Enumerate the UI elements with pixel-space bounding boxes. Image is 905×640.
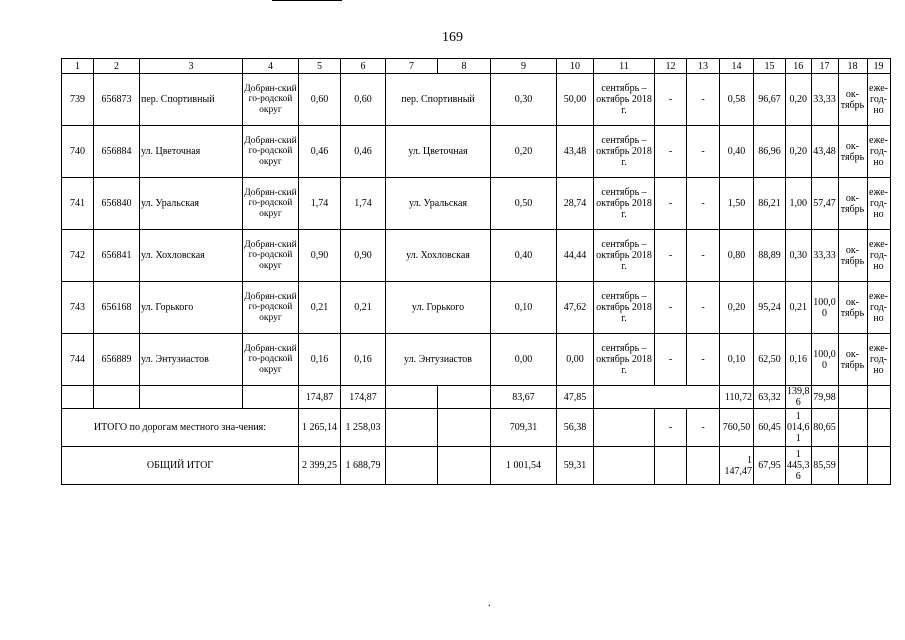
value-cell: 85,59 — [811, 447, 838, 485]
empty-cell — [386, 447, 438, 485]
month-cell: ок-тябрь — [838, 282, 867, 334]
period-cell: сентябрь – октябрь 2018 г. — [594, 334, 655, 386]
section-name: ул. Энтузиастов — [386, 334, 491, 386]
value-cell: - — [655, 178, 687, 230]
district-name: Добрян-ский го-родской округ — [243, 126, 299, 178]
empty-cell — [838, 386, 867, 409]
frequency-cell: еже-год-но — [867, 334, 890, 386]
value-cell: 0,90 — [341, 230, 386, 282]
value-cell: 44,44 — [557, 230, 594, 282]
value-cell: 95,24 — [754, 282, 786, 334]
road-code: 656873 — [94, 74, 140, 126]
empty-cell — [867, 409, 890, 447]
district-name: Добрян-ский го-родской округ — [243, 334, 299, 386]
table-row — [62, 74, 891, 126]
value-cell: 1 265,14 — [299, 409, 341, 447]
header-cell: 6 — [341, 59, 386, 74]
subtotal-row — [62, 386, 891, 409]
value-cell: 0,00 — [557, 334, 594, 386]
value-cell: 33,33 — [811, 230, 838, 282]
value-cell: 100,0 0 — [811, 282, 838, 334]
frequency-cell: еже-год-но — [867, 74, 890, 126]
header-cell: 13 — [687, 59, 720, 74]
value-cell — [687, 447, 720, 485]
value-cell: 0,16 — [786, 334, 812, 386]
empty-cell — [438, 409, 491, 447]
value-cell: - — [687, 334, 720, 386]
header-cell: 14 — [720, 59, 754, 74]
empty-cell — [838, 447, 867, 485]
value-cell: 0,46 — [341, 126, 386, 178]
period-cell: сентябрь – октябрь 2018 г. — [594, 282, 655, 334]
value-cell: 28,74 — [557, 178, 594, 230]
empty-cell — [867, 447, 890, 485]
table-row — [62, 126, 891, 178]
value-cell: 1 258,03 — [341, 409, 386, 447]
table-row — [62, 334, 891, 386]
grand-total-row — [62, 447, 891, 485]
value-cell: 0,60 — [341, 74, 386, 126]
value-cell: 59,31 — [557, 447, 594, 485]
value-cell: 63,32 — [754, 386, 786, 409]
value-cell: 0,21 — [786, 282, 812, 334]
empty-cell — [594, 386, 720, 409]
header-cell: 2 — [94, 59, 140, 74]
value-cell: 0,20 — [786, 74, 812, 126]
header-cell: 12 — [655, 59, 687, 74]
value-cell: 0,80 — [720, 230, 754, 282]
value-cell: 1 001,54 — [491, 447, 557, 485]
footer-mark: . — [488, 597, 491, 609]
value-cell: 0,20 — [491, 126, 557, 178]
row-number: 741 — [62, 178, 94, 230]
value-cell: 1 147,47 — [720, 447, 754, 485]
value-cell: 0,21 — [341, 282, 386, 334]
value-cell: 1 014,6 1 — [786, 409, 812, 447]
empty-cell — [838, 409, 867, 447]
frequency-cell: еже-год-но — [867, 282, 890, 334]
value-cell: 1,00 — [786, 178, 812, 230]
row-number: 743 — [62, 282, 94, 334]
top-rule — [272, 0, 342, 1]
value-cell: 0,16 — [341, 334, 386, 386]
value-cell: 0,90 — [299, 230, 341, 282]
value-cell: 0,46 — [299, 126, 341, 178]
value-cell: - — [655, 126, 687, 178]
value-cell: 86,96 — [754, 126, 786, 178]
frequency-cell: еже-год-но — [867, 126, 890, 178]
value-cell: - — [655, 282, 687, 334]
value-cell: - — [655, 230, 687, 282]
value-cell: - — [687, 230, 720, 282]
row-number: 740 — [62, 126, 94, 178]
header-cell: 16 — [786, 59, 812, 74]
value-cell: 57,47 — [811, 178, 838, 230]
value-cell: 33,33 — [811, 74, 838, 126]
frequency-cell: еже-год-но — [867, 230, 890, 282]
road-code: 656841 — [94, 230, 140, 282]
header-cell: 7 — [386, 59, 438, 74]
period-cell: сентябрь – октябрь 2018 г. — [594, 178, 655, 230]
value-cell: 0,40 — [720, 126, 754, 178]
page-number: 169 — [442, 30, 463, 45]
value-cell: 67,95 — [754, 447, 786, 485]
value-cell: 2 399,25 — [299, 447, 341, 485]
header-row — [62, 59, 891, 74]
value-cell: 0,16 — [299, 334, 341, 386]
value-cell: 50,00 — [557, 74, 594, 126]
value-cell: 100,0 0 — [811, 334, 838, 386]
value-cell: 0,58 — [720, 74, 754, 126]
empty-cell — [438, 447, 491, 485]
value-cell: 760,50 — [720, 409, 754, 447]
value-cell: 0,20 — [786, 126, 812, 178]
value-cell: 1 688,79 — [341, 447, 386, 485]
street-name: ул. Хохловская — [140, 230, 243, 282]
value-cell: 0,40 — [491, 230, 557, 282]
value-cell: 1,50 — [720, 178, 754, 230]
value-cell: 1,74 — [299, 178, 341, 230]
value-cell: 0,30 — [491, 74, 557, 126]
empty-cell — [140, 386, 243, 409]
section-name: ул. Хохловская — [386, 230, 491, 282]
value-cell: 47,62 — [557, 282, 594, 334]
empty-cell — [386, 409, 438, 447]
row-number: 744 — [62, 334, 94, 386]
value-cell: 0,21 — [299, 282, 341, 334]
row-number: 742 — [62, 230, 94, 282]
total-local-row — [62, 409, 891, 447]
total-label: ИТОГО по дорогам местного зна-чения: — [62, 409, 299, 447]
value-cell: 0,10 — [720, 334, 754, 386]
table-row — [62, 178, 891, 230]
value-cell: - — [687, 409, 720, 447]
value-cell: 174,87 — [341, 386, 386, 409]
header-cell: 8 — [438, 59, 491, 74]
header-cell: 10 — [557, 59, 594, 74]
value-cell: 0,30 — [786, 230, 812, 282]
month-cell: ок-тябрь — [838, 334, 867, 386]
header-cell: 4 — [243, 59, 299, 74]
empty-cell — [594, 447, 655, 485]
road-code: 656840 — [94, 178, 140, 230]
value-cell: 0,10 — [491, 282, 557, 334]
total-label: ОБЩИЙ ИТОГ — [62, 447, 299, 485]
empty-cell — [243, 386, 299, 409]
value-cell: 47,85 — [557, 386, 594, 409]
header-cell: 17 — [811, 59, 838, 74]
road-code: 656884 — [94, 126, 140, 178]
value-cell: 174,87 — [299, 386, 341, 409]
section-name: ул. Горького — [386, 282, 491, 334]
empty-cell — [94, 386, 140, 409]
table-body — [62, 59, 891, 485]
empty-cell — [867, 386, 890, 409]
empty-cell — [438, 386, 491, 409]
header-cell: 1 — [62, 59, 94, 74]
period-cell: сентябрь – октябрь 2018 г. — [594, 230, 655, 282]
value-cell: 60,45 — [754, 409, 786, 447]
month-cell: ок-тябрь — [838, 178, 867, 230]
street-name: пер. Спортивный — [140, 74, 243, 126]
value-cell: 79,98 — [811, 386, 838, 409]
header-cell: 18 — [838, 59, 867, 74]
month-cell: ок-тябрь — [838, 74, 867, 126]
value-cell — [655, 447, 687, 485]
street-name: ул. Уральская — [140, 178, 243, 230]
street-name: ул. Энтузиастов — [140, 334, 243, 386]
value-cell: - — [687, 178, 720, 230]
month-cell: ок-тябрь — [838, 126, 867, 178]
period-cell: сентябрь – октябрь 2018 г. — [594, 126, 655, 178]
table-row — [62, 282, 891, 334]
empty-cell — [62, 386, 94, 409]
value-cell: 0,50 — [491, 178, 557, 230]
section-name: пер. Спортивный — [386, 74, 491, 126]
district-name: Добрян-ский го-родской округ — [243, 74, 299, 126]
value-cell: 56,38 — [557, 409, 594, 447]
value-cell: 1,74 — [341, 178, 386, 230]
value-cell: - — [655, 334, 687, 386]
value-cell: 86,21 — [754, 178, 786, 230]
value-cell: 96,67 — [754, 74, 786, 126]
header-cell: 11 — [594, 59, 655, 74]
value-cell: 139,8 6 — [787, 386, 810, 408]
value-cell: - — [655, 409, 687, 447]
value-cell: - — [655, 74, 687, 126]
row-number: 739 — [62, 74, 94, 126]
value-cell: 43,48 — [557, 126, 594, 178]
empty-cell — [386, 386, 438, 409]
road-code: 656889 — [94, 334, 140, 386]
roads-table — [61, 58, 891, 485]
value-cell: - — [687, 126, 720, 178]
value-cell: 1 445,3 6 — [786, 447, 812, 485]
section-name: ул. Цветочная — [386, 126, 491, 178]
header-cell: 3 — [140, 59, 243, 74]
district-name: Добрян-ский го-родской округ — [243, 282, 299, 334]
value-cell: 0,60 — [299, 74, 341, 126]
district-name: Добрян-ский го-родской округ — [243, 230, 299, 282]
period-cell: сентябрь – октябрь 2018 г. — [594, 74, 655, 126]
value-cell: 709,31 — [491, 409, 557, 447]
frequency-cell: еже-год-но — [867, 178, 890, 230]
value-cell: 62,50 — [754, 334, 786, 386]
value-cell: - — [687, 282, 720, 334]
header-cell: 19 — [867, 59, 890, 74]
month-cell: ок-тябрь — [838, 230, 867, 282]
header-cell: 15 — [754, 59, 786, 74]
street-name: ул. Горького — [140, 282, 243, 334]
district-name: Добрян-ский го-родской округ — [243, 178, 299, 230]
value-cell: 88,89 — [754, 230, 786, 282]
value-cell: - — [687, 74, 720, 126]
empty-cell — [594, 409, 655, 447]
value-cell: 83,67 — [491, 386, 557, 409]
street-name: ул. Цветочная — [140, 126, 243, 178]
value-cell: 0,00 — [491, 334, 557, 386]
value-cell: 80,65 — [811, 409, 838, 447]
header-cell: 9 — [491, 59, 557, 74]
road-code: 656168 — [94, 282, 140, 334]
value-cell: 0,20 — [720, 282, 754, 334]
value-cell: 110,72 — [720, 386, 754, 409]
header-cell: 5 — [299, 59, 341, 74]
section-name: ул. Уральская — [386, 178, 491, 230]
value-cell: 43,48 — [811, 126, 838, 178]
table-row — [62, 230, 891, 282]
